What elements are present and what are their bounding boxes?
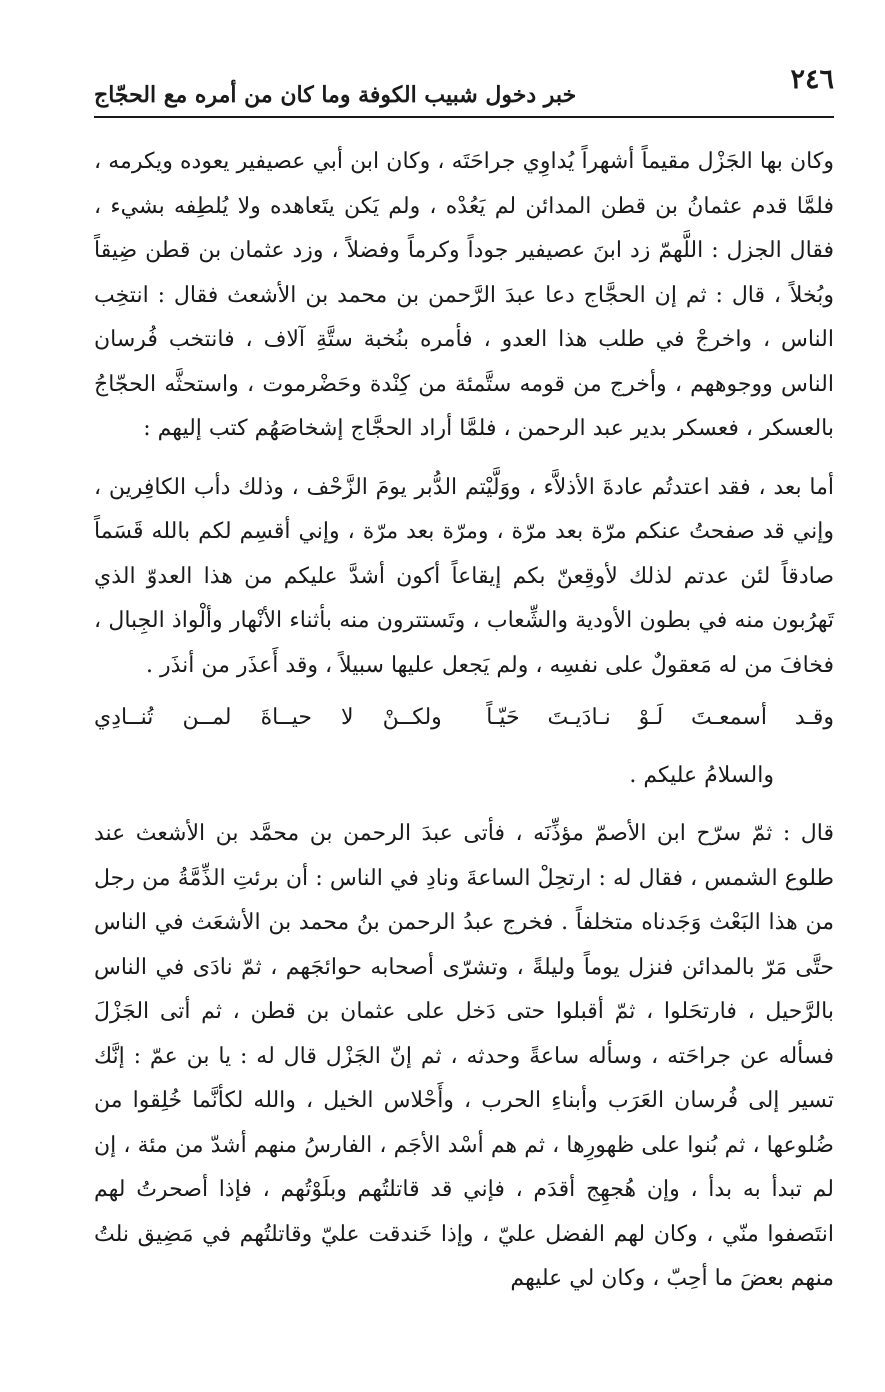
- book-page: [94, 60, 834, 1302]
- page-header: [94, 60, 834, 118]
- page-number: ٢٤٦: [790, 64, 834, 95]
- running-title: خبر دخول شبيب الكوفة وما كان من أمره مع الحجّاج: [94, 82, 577, 108]
- page-body: [94, 140, 834, 1302]
- verse-second-hemistich: ولكــنْ لا حيــاةَ لمــن تُنــادِي: [94, 705, 442, 730]
- poetry-verse: [94, 696, 834, 740]
- verse-first-hemistich: وقـد أسمعـتَ لَـوْ نـادَيـتَ حَيّـاً: [486, 705, 834, 730]
- letter-closing: والسلامُ عليكم .: [629, 763, 774, 788]
- paragraph-narrative: وكان بها الجَزْل مقيماً أشهراً يُداوِي جراحَتَه ، وكان ابن أبي عصيفير يعوده ويكرمه ، فلمَّا قدم عثمانُ بن قطن المدائن لم يَعُدْه ، ولم يَكن يتَعاهده ولا يُلطِفه بشيء ، فقال الجزل : اللَّهمّ زد ابنَ عصيفير جوداً وكرماً وفضلاً ، وزد عثمان بن قطن ضِيقاً وبُخلاً ، قال : ثم إن الحجَّاج دعا عبدَ الرَّحمن بن محمد بن الأشعث فقال : انتخِب الناس ، واخرجْ في طلب هذا العدو ، فأمره بنُخبة ستَّةِ آلاف ، فانتخب فُرسان الناس ووجوههم ، وأخرج من قومه ستَّمئة من كِنْدة وحَضْرموت ، واستحثَّه الحجّاجُ بالعسكر ، فعسكر بدير عبد الرحمن ، فلمَّا أراد الحجَّاج إشخاصَهُم كتب إليهم :: [94, 149, 834, 441]
- paragraph-letter: أما بعد ، فقد اعتدتُم عادةَ الأذلاَّء ، ووَلَّيْتم الدُّبر يومَ الزَّحْف ، وذلك دأب الكافِرين ، وإني قد صفحتُ عنكم مرّة بعد مرّة ، ومرّة بعد مرّة ، وإني أقسِم لكم بالله قَسَماً صادقاً لئن عدتم لذلك لأوقِعنّ بكم إيقاعاً أكون أشدَّ عليكم من هذا العدوّ الذي تَهرُبون منه في بطون الأودية والشِّعاب ، وتَستترون منه بأثناء الأنْهار وألْواذ الجِبال ، فخافَ من له مَعقولٌ على نفسِه ، ولم يَجعل عليها سبيلاً ، وقد أَعذَر من أنذَر .: [94, 474, 834, 678]
- paragraph-continuation: قال : ثمّ سرّح ابن الأصمّ مؤذِّنَه ، فأتى عبدَ الرحمن بن محمَّد بن الأشعث عند طلوع الشمس ، فقال له : ارتحِلْ الساعةَ ونادِ في الناس : أن برئتِ الذِّمَّةُ من رجل من هذا البَعْث وَجَدناه متخلفاً . فخرج عبدُ الرحمن بنُ محمد بن الأشعَث في الناس حتَّى مَرّ بالمدائن فنزل يوماً وليلةً ، وتشرّى أصحابه حوائجَهم ، ثمّ نادَى في الناس بالرَّحيل ، فارتحَلوا ، ثمّ أقبلوا حتى دَخل على عثمان بن قطن ، ثم أتى الجَزْلَ فسأله عن جراحَته ، وسأله ساعةً وحدثه ، ثم إنّ الجَزْل قال له : يا بن عمّ : إنَّك تسير إلى فُرسان العَرَب وأبناءِ الحرب ، وأَحْلاس الخيل ، والله لكأنَّما خُلِقوا من ضُلوعها ، ثم بُنوا على ظهورِها ، ثم هم أسْد الأجَم ، الفارسُ منهم أشدّ من مئة ، إن لم تبدأ به بدأ ، وإن هُجهِج أقدَم ، فإني قد قاتلتُهم وبلَوْتُهم ، فإذا أصحرتُ لهم انتَصفوا منّي ، وكان لهم الفضل عليّ ، وإذا خَندقت عليّ وقاتلتُهم في مَضِيق نلتُ منهم بعضَ ما أحِبّ ، وكان لي عليهم: [94, 821, 835, 1291]
